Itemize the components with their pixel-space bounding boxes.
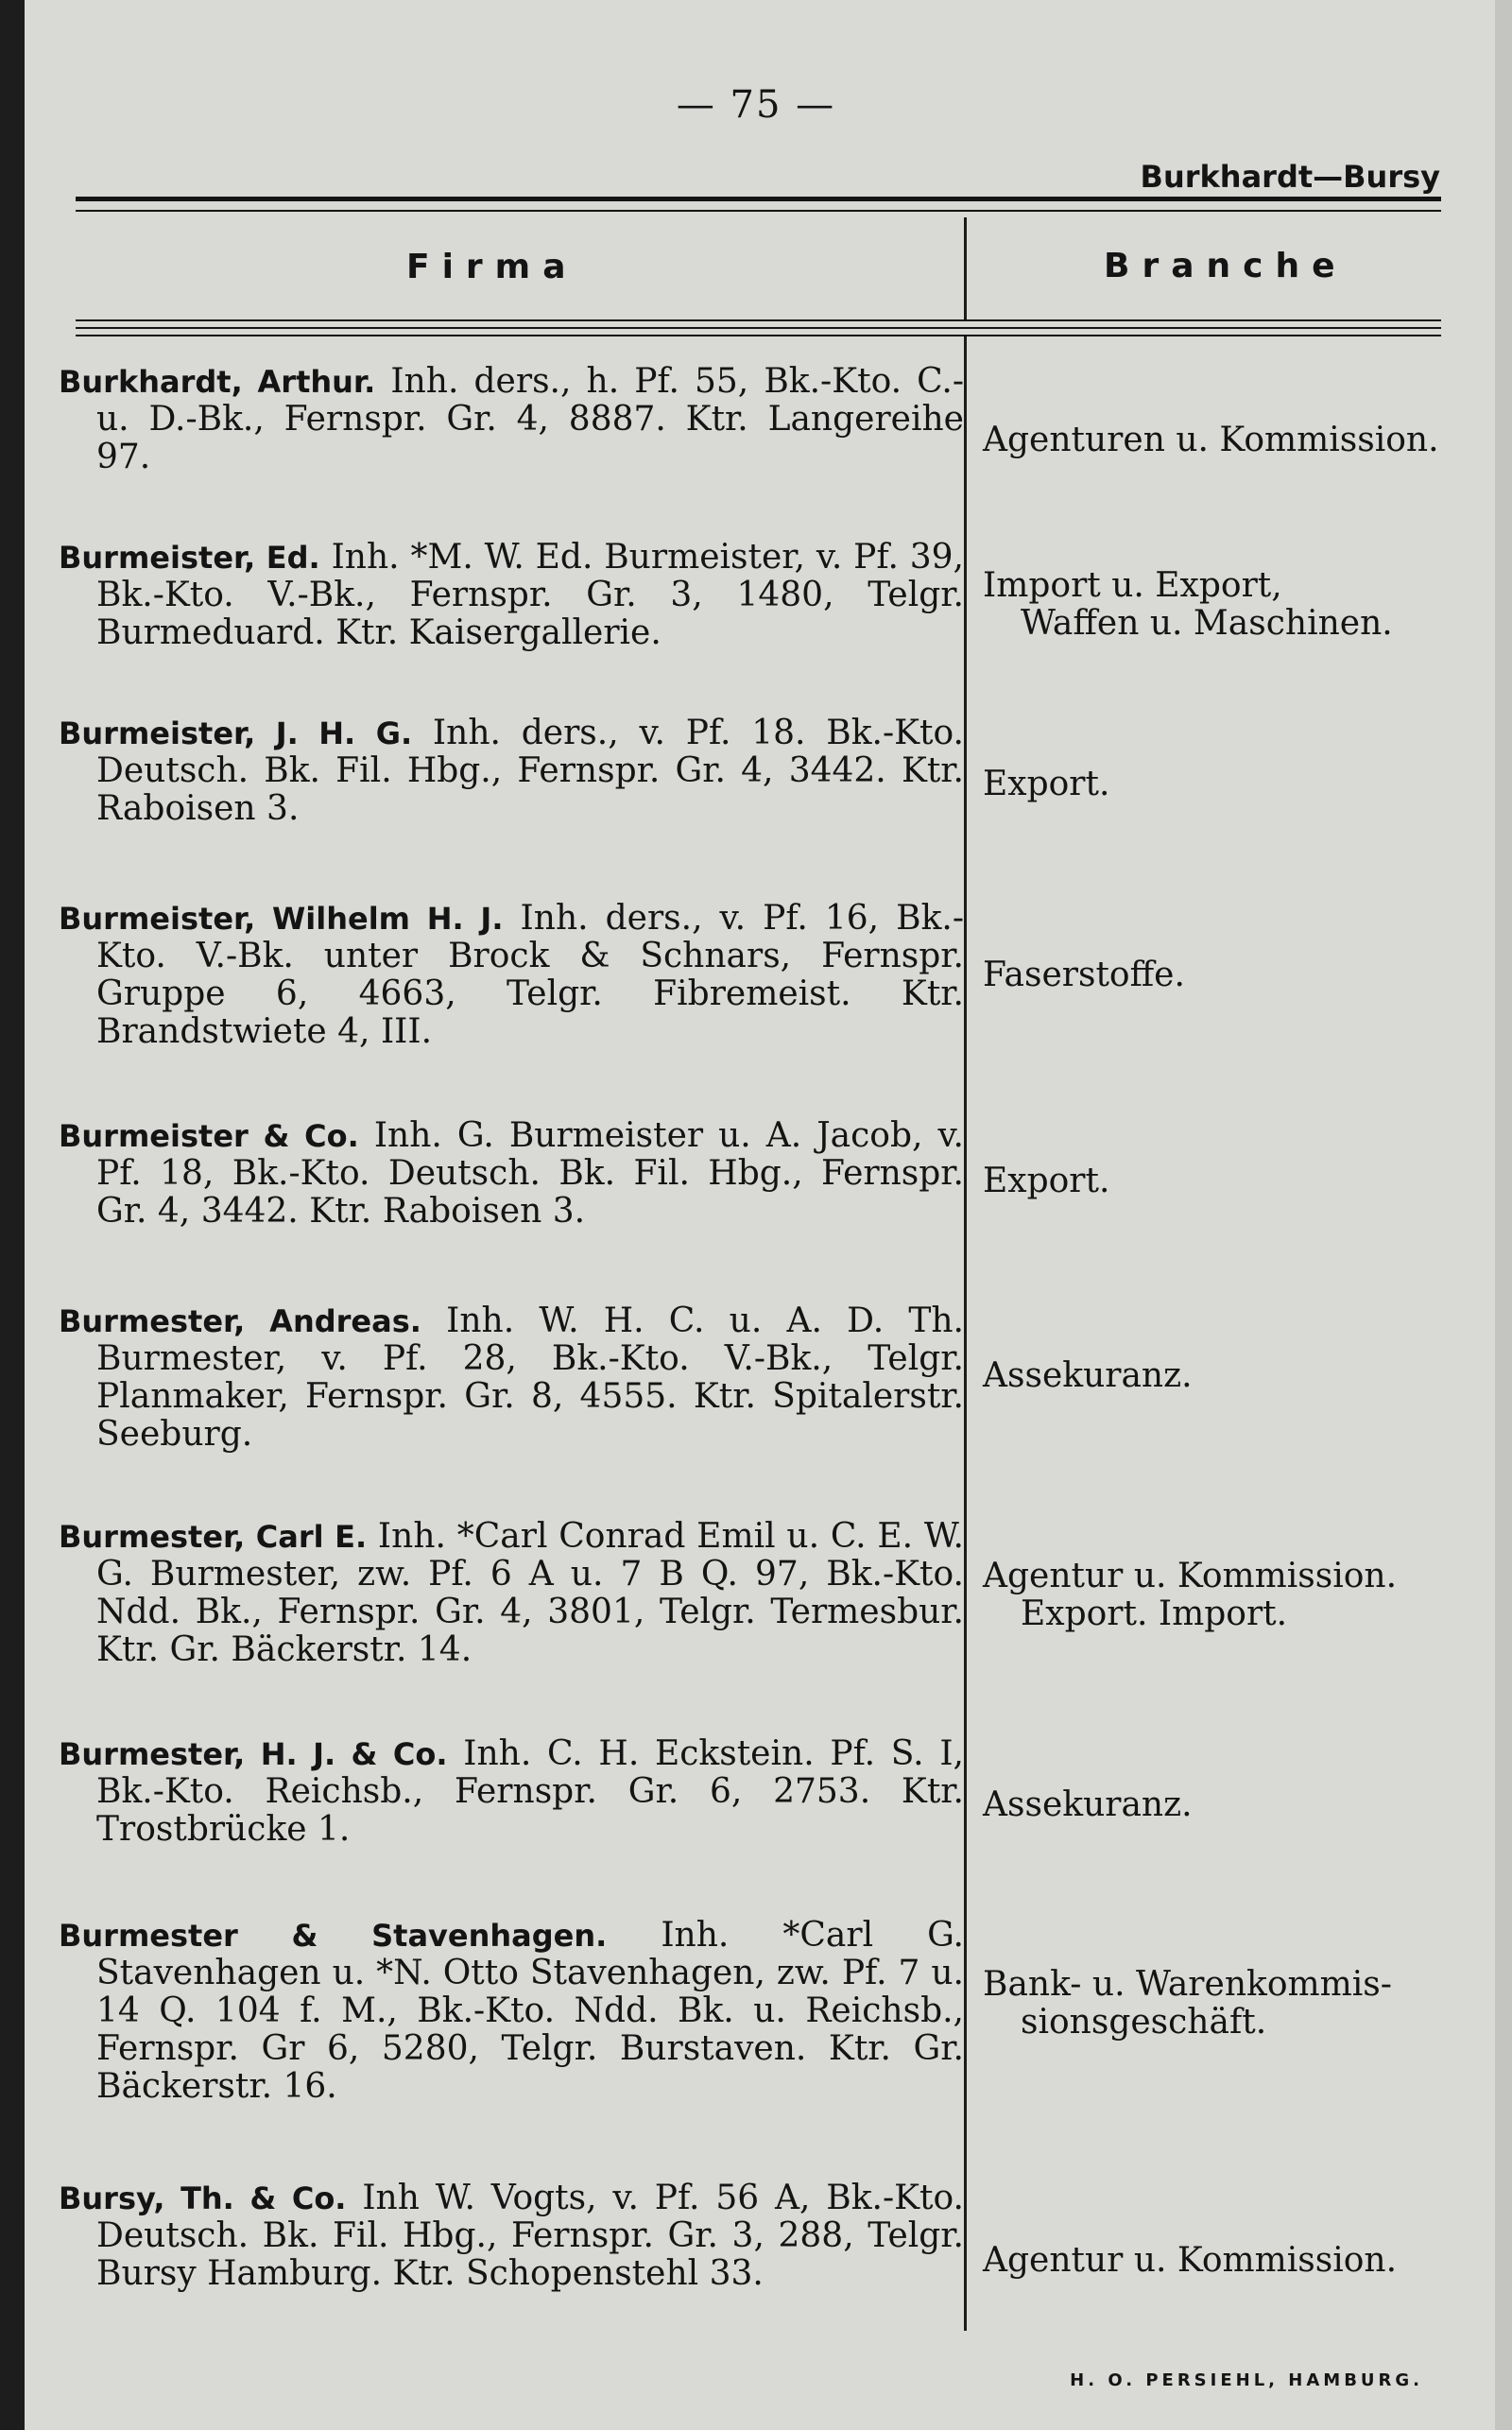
column-divider bbox=[964, 336, 967, 2331]
entry-text bbox=[59, 539, 964, 652]
entry-burmeister-jhg bbox=[59, 715, 964, 828]
branche-line: Export. bbox=[983, 1162, 1110, 1200]
entry-text bbox=[59, 363, 964, 476]
header-rule-top bbox=[76, 197, 1441, 201]
branche-line: Import u. Export, bbox=[983, 566, 1282, 605]
branche-line: Assekuranz. bbox=[983, 1785, 1193, 1824]
branche-line: Agentur u. Kommission. bbox=[983, 2241, 1398, 2280]
branche-burmester-andreas bbox=[983, 1357, 1474, 1395]
firm-details: Inh. ders., v. Pf. 18. Bk.-Kto. Deutsch. Bk. Fil. Hbg., Fernspr. Gr. 4, 3442. Ktr. Raboisen 3. bbox=[96, 714, 964, 828]
scan-right-edge bbox=[1495, 0, 1512, 2430]
firm-details: Inh. *Carl Conrad Emil u. C. E. W. G. Burmester, zw. Pf. 6 A u. 7 B Q. 97, Bk.-Kto. Ndd. Bk., Fernspr. Gr. 4, 3801, Telgr. Termesbur. Ktr. Gr. Bäckerstr. 14. bbox=[96, 1517, 964, 1669]
firm-details: Inh. *Carl G. Stavenhagen u. *N. Otto Stavenhagen, zw. Pf. 7 u. 14 Q. 104 f. M., Bk.-Kto. Ndd. Bk. u. Reichsb., Fernspr. Gr 6, 5280, Telgr. Burstaven. Ktr. Gr. Bäckerstr. 16. bbox=[96, 1916, 964, 2106]
column-header-branche: Branche bbox=[1104, 247, 1348, 285]
entry-burmeister-wilhelm bbox=[59, 900, 964, 1051]
branche-line: Agenturen u. Kommission. bbox=[983, 421, 1439, 459]
header-rule-bottom bbox=[76, 319, 1441, 321]
branche-burkhardt-arthur bbox=[983, 422, 1474, 459]
firm-name: Burmeister & Co. bbox=[59, 1118, 359, 1154]
firm-name: Burmeister, Ed. bbox=[59, 540, 320, 576]
branche-line: Export. bbox=[983, 765, 1110, 803]
branche-line: Agentur u. Kommission. bbox=[983, 1557, 1398, 1595]
entry-text bbox=[59, 1302, 964, 1454]
branche-line: Waffen u. Maschinen. bbox=[1021, 604, 1393, 643]
firm-name: Burmester, Carl E. bbox=[59, 1519, 368, 1555]
header-rule-top-thin bbox=[76, 210, 1441, 212]
branche-line: Assekuranz. bbox=[983, 1356, 1193, 1395]
branche-line: Faserstoffe. bbox=[983, 956, 1185, 994]
header-rule-bottom-2 bbox=[76, 327, 1441, 329]
firm-details: Inh W. Vogts, v. Pf. 56 A, Bk.-Kto. Deutsch. Bk. Fil. Hbg., Fernspr. Gr. 3, 288, Telgr. Bursy Hamburg. Ktr. Schopenstehl 33. bbox=[96, 2179, 964, 2293]
branche-line: Export. Import. bbox=[1021, 1594, 1288, 1633]
branche-burmester-hj-co bbox=[983, 1786, 1474, 1824]
page-number: — 75 — bbox=[676, 83, 836, 127]
firm-name: Burmester & Stavenhagen. bbox=[59, 1918, 608, 1954]
branche-burmester-stavenhagen bbox=[983, 1966, 1474, 2042]
entry-text bbox=[59, 1518, 964, 1669]
entry-text bbox=[59, 1117, 964, 1231]
firm-name: Burmester, Andreas. bbox=[59, 1303, 421, 1339]
firm-name: Burmeister, J. H. G. bbox=[59, 715, 413, 751]
printer-imprint: H. O. PERSIEHL, HAMBURG. bbox=[1070, 2370, 1423, 2390]
firm-details: Inh. G. Burmeister u. A. Jacob, v. Pf. 18, Bk.-Kto. Deutsch. Bk. Fil. Hbg., Fernspr. Gr. 4, 3442. Ktr. Raboisen 3. bbox=[96, 1116, 964, 1231]
entry-text bbox=[59, 1917, 964, 2106]
entry-burmester-stavenhagen bbox=[59, 1917, 964, 2106]
firm-name: Burmester, H. J. & Co. bbox=[59, 1736, 448, 1772]
branche-bursy-th-co bbox=[983, 2242, 1474, 2280]
entry-burmester-carl bbox=[59, 1518, 964, 1669]
firm-name: Burkhardt, Arthur. bbox=[59, 364, 376, 400]
entry-burmester-andreas bbox=[59, 1302, 964, 1454]
column-header-firma: Firma bbox=[406, 248, 578, 286]
scan-left-edge bbox=[0, 0, 25, 2430]
entry-text bbox=[59, 900, 964, 1051]
firm-details: Inh. W. H. C. u. A. D. Th. Burmester, v. Pf. 28, Bk.-Kto. V.-Bk., Telgr. Planmaker, Fernspr. Gr. 8, 4555. Ktr. Spitalerstr. Seeburg. bbox=[96, 1301, 964, 1454]
entry-burmeister-ed bbox=[59, 539, 964, 652]
entry-burmeister-co bbox=[59, 1117, 964, 1231]
entry-bursy-th-co bbox=[59, 2180, 964, 2293]
firm-name: Burmeister, Wilhelm H. J. bbox=[59, 901, 504, 937]
header-rule-bottom-3 bbox=[76, 335, 1441, 336]
entry-text bbox=[59, 715, 964, 828]
entry-burmester-hj-co bbox=[59, 1735, 964, 1849]
running-head: Burkhardt—Bursy bbox=[1140, 159, 1440, 195]
branche-line: sionsgeschäft. bbox=[1021, 2003, 1267, 2042]
branche-burmeister-ed bbox=[983, 567, 1474, 643]
firm-details: Inh. C. H. Eckstein. Pf. S. I, Bk.-Kto. Reichsb., Fernspr. Gr. 6, 2753. Ktr. Trostbrücke 1. bbox=[96, 1734, 964, 1849]
entry-burkhardt-arthur bbox=[59, 363, 964, 476]
entry-text bbox=[59, 2180, 964, 2293]
branche-burmeister-wilhelm bbox=[983, 956, 1474, 994]
firm-details: Inh. ders., h. Pf. 55, Bk.-Kto. C.- u. D.-Bk., Fernspr. Gr. 4, 8887. Ktr. Langereihe 97. bbox=[96, 362, 964, 476]
branche-burmeister-jhg bbox=[983, 766, 1474, 803]
entry-text bbox=[59, 1735, 964, 1849]
firm-details: Inh. *M. W. Ed. Burmeister, v. Pf. 39, Bk.-Kto. V.-Bk., Fernspr. Gr. 3, 1480, Telgr. Burmeduard. Ktr. Kaisergallerie. bbox=[96, 538, 964, 652]
firm-details: Inh. ders., v. Pf. 16, Bk.-Kto. V.-Bk. unter Brock & Schnars, Fernspr. Gruppe 6, 4663, Telgr. Fibremeist. Ktr. Brandstwiete 4, III. bbox=[96, 899, 965, 1051]
branche-burmeister-co bbox=[983, 1163, 1474, 1200]
branche-line: Bank- u. Warenkommis- bbox=[983, 1965, 1392, 2004]
branche-burmester-carl bbox=[983, 1558, 1474, 1633]
firm-name: Bursy, Th. & Co. bbox=[59, 2180, 347, 2216]
column-divider-header bbox=[964, 217, 967, 319]
